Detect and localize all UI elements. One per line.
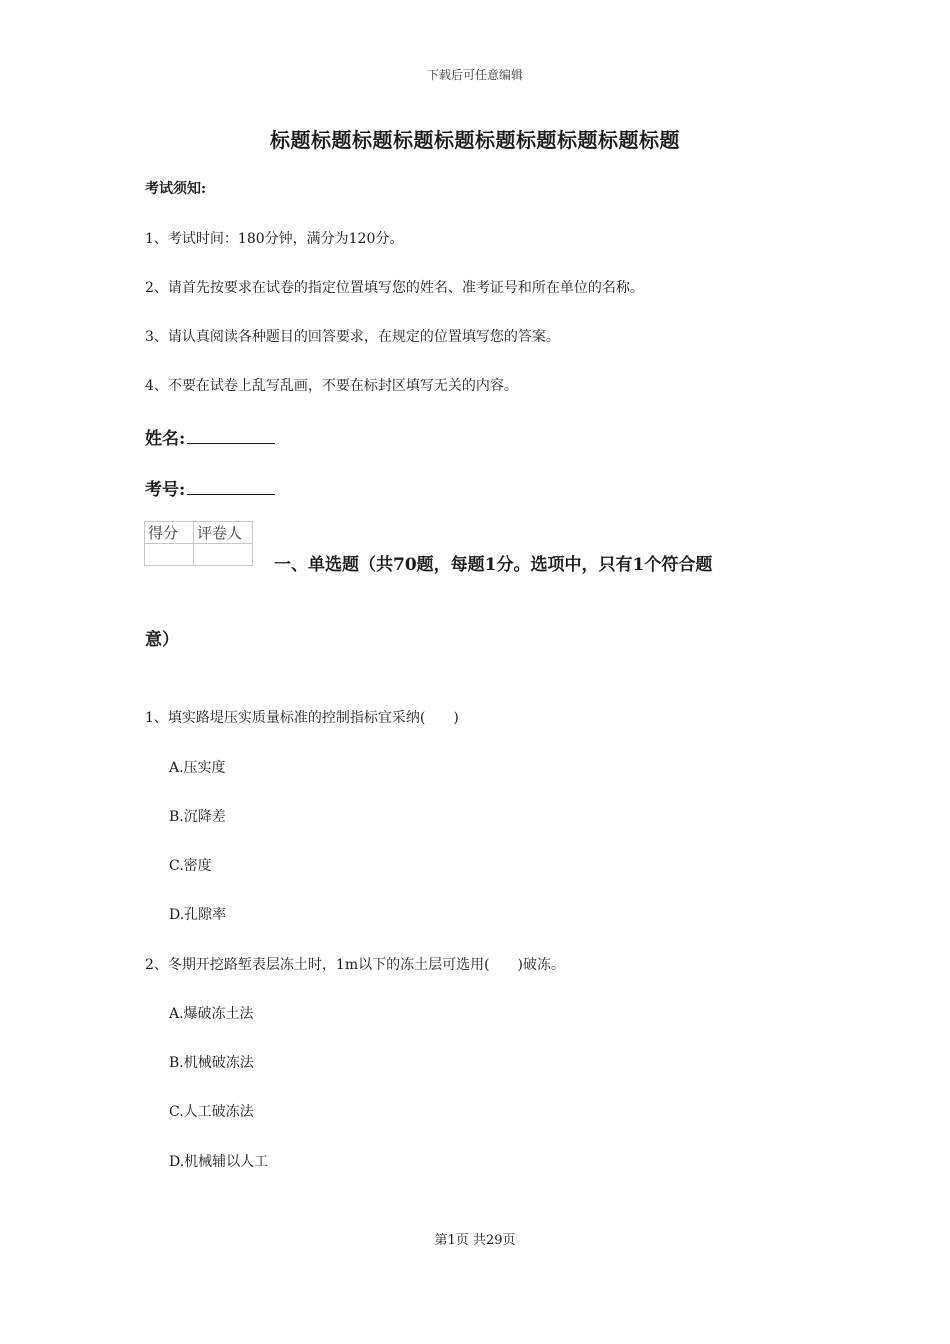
id-field xyxy=(145,475,275,500)
header-note: 下载后可任意编辑 xyxy=(426,68,523,82)
section-title-continued: 意） xyxy=(145,630,179,650)
name-field xyxy=(145,424,275,449)
score-blank-cell xyxy=(145,544,194,566)
document-title: 标题标题标题标题标题标题标题标题标题标题 xyxy=(270,128,680,152)
question-option: C.人工破冻法 xyxy=(169,1104,254,1120)
name-field-label: 姓名: xyxy=(145,429,186,449)
question-text: 2、冬期开挖路堑表层冻土时，1m以下的冻土层可选用( )破冻。 xyxy=(145,957,566,973)
question-option: A.爆破冻土法 xyxy=(169,1006,254,1022)
notice-item: 4、不要在试卷上乱写乱画，不要在标封区填写无关的内容。 xyxy=(145,378,518,394)
score-header-cell: 得分 xyxy=(145,522,194,544)
notice-heading: 考试须知: xyxy=(145,181,207,197)
id-field-blank xyxy=(187,478,275,495)
question-option: B.沉降差 xyxy=(169,809,226,825)
grader-header-cell: 评卷人 xyxy=(194,522,253,544)
question-text: 1、填实路堤压实质量标准的控制指标宜采纳( ) xyxy=(145,710,459,726)
question-option: D.机械辅以人工 xyxy=(169,1154,269,1170)
page-footer: 第1页 共29页 xyxy=(434,1233,516,1248)
question-option: C.密度 xyxy=(169,858,212,874)
notice-item: 2、请首先按要求在试卷的指定位置填写您的姓名、准考证号和所在单位的名称。 xyxy=(145,280,644,296)
grader-blank-cell xyxy=(194,544,253,566)
score-table-header-row xyxy=(145,522,253,544)
section-title: 一、单选题（共70题，每题1分。选项中，只有1个符合题 xyxy=(274,555,713,575)
name-field-blank xyxy=(187,427,275,444)
notice-item: 3、请认真阅读各种题目的回答要求，在规定的位置填写您的答案。 xyxy=(145,329,560,345)
question-option: A.压实度 xyxy=(169,760,226,776)
question-option: B.机械破冻法 xyxy=(169,1055,254,1071)
score-table-blank-row xyxy=(145,544,253,566)
question-option: D.孔隙率 xyxy=(169,907,227,923)
id-field-label: 考号: xyxy=(145,480,186,500)
score-table xyxy=(144,521,253,566)
notice-item: 1、考试时间：180分钟，满分为120分。 xyxy=(145,231,404,247)
